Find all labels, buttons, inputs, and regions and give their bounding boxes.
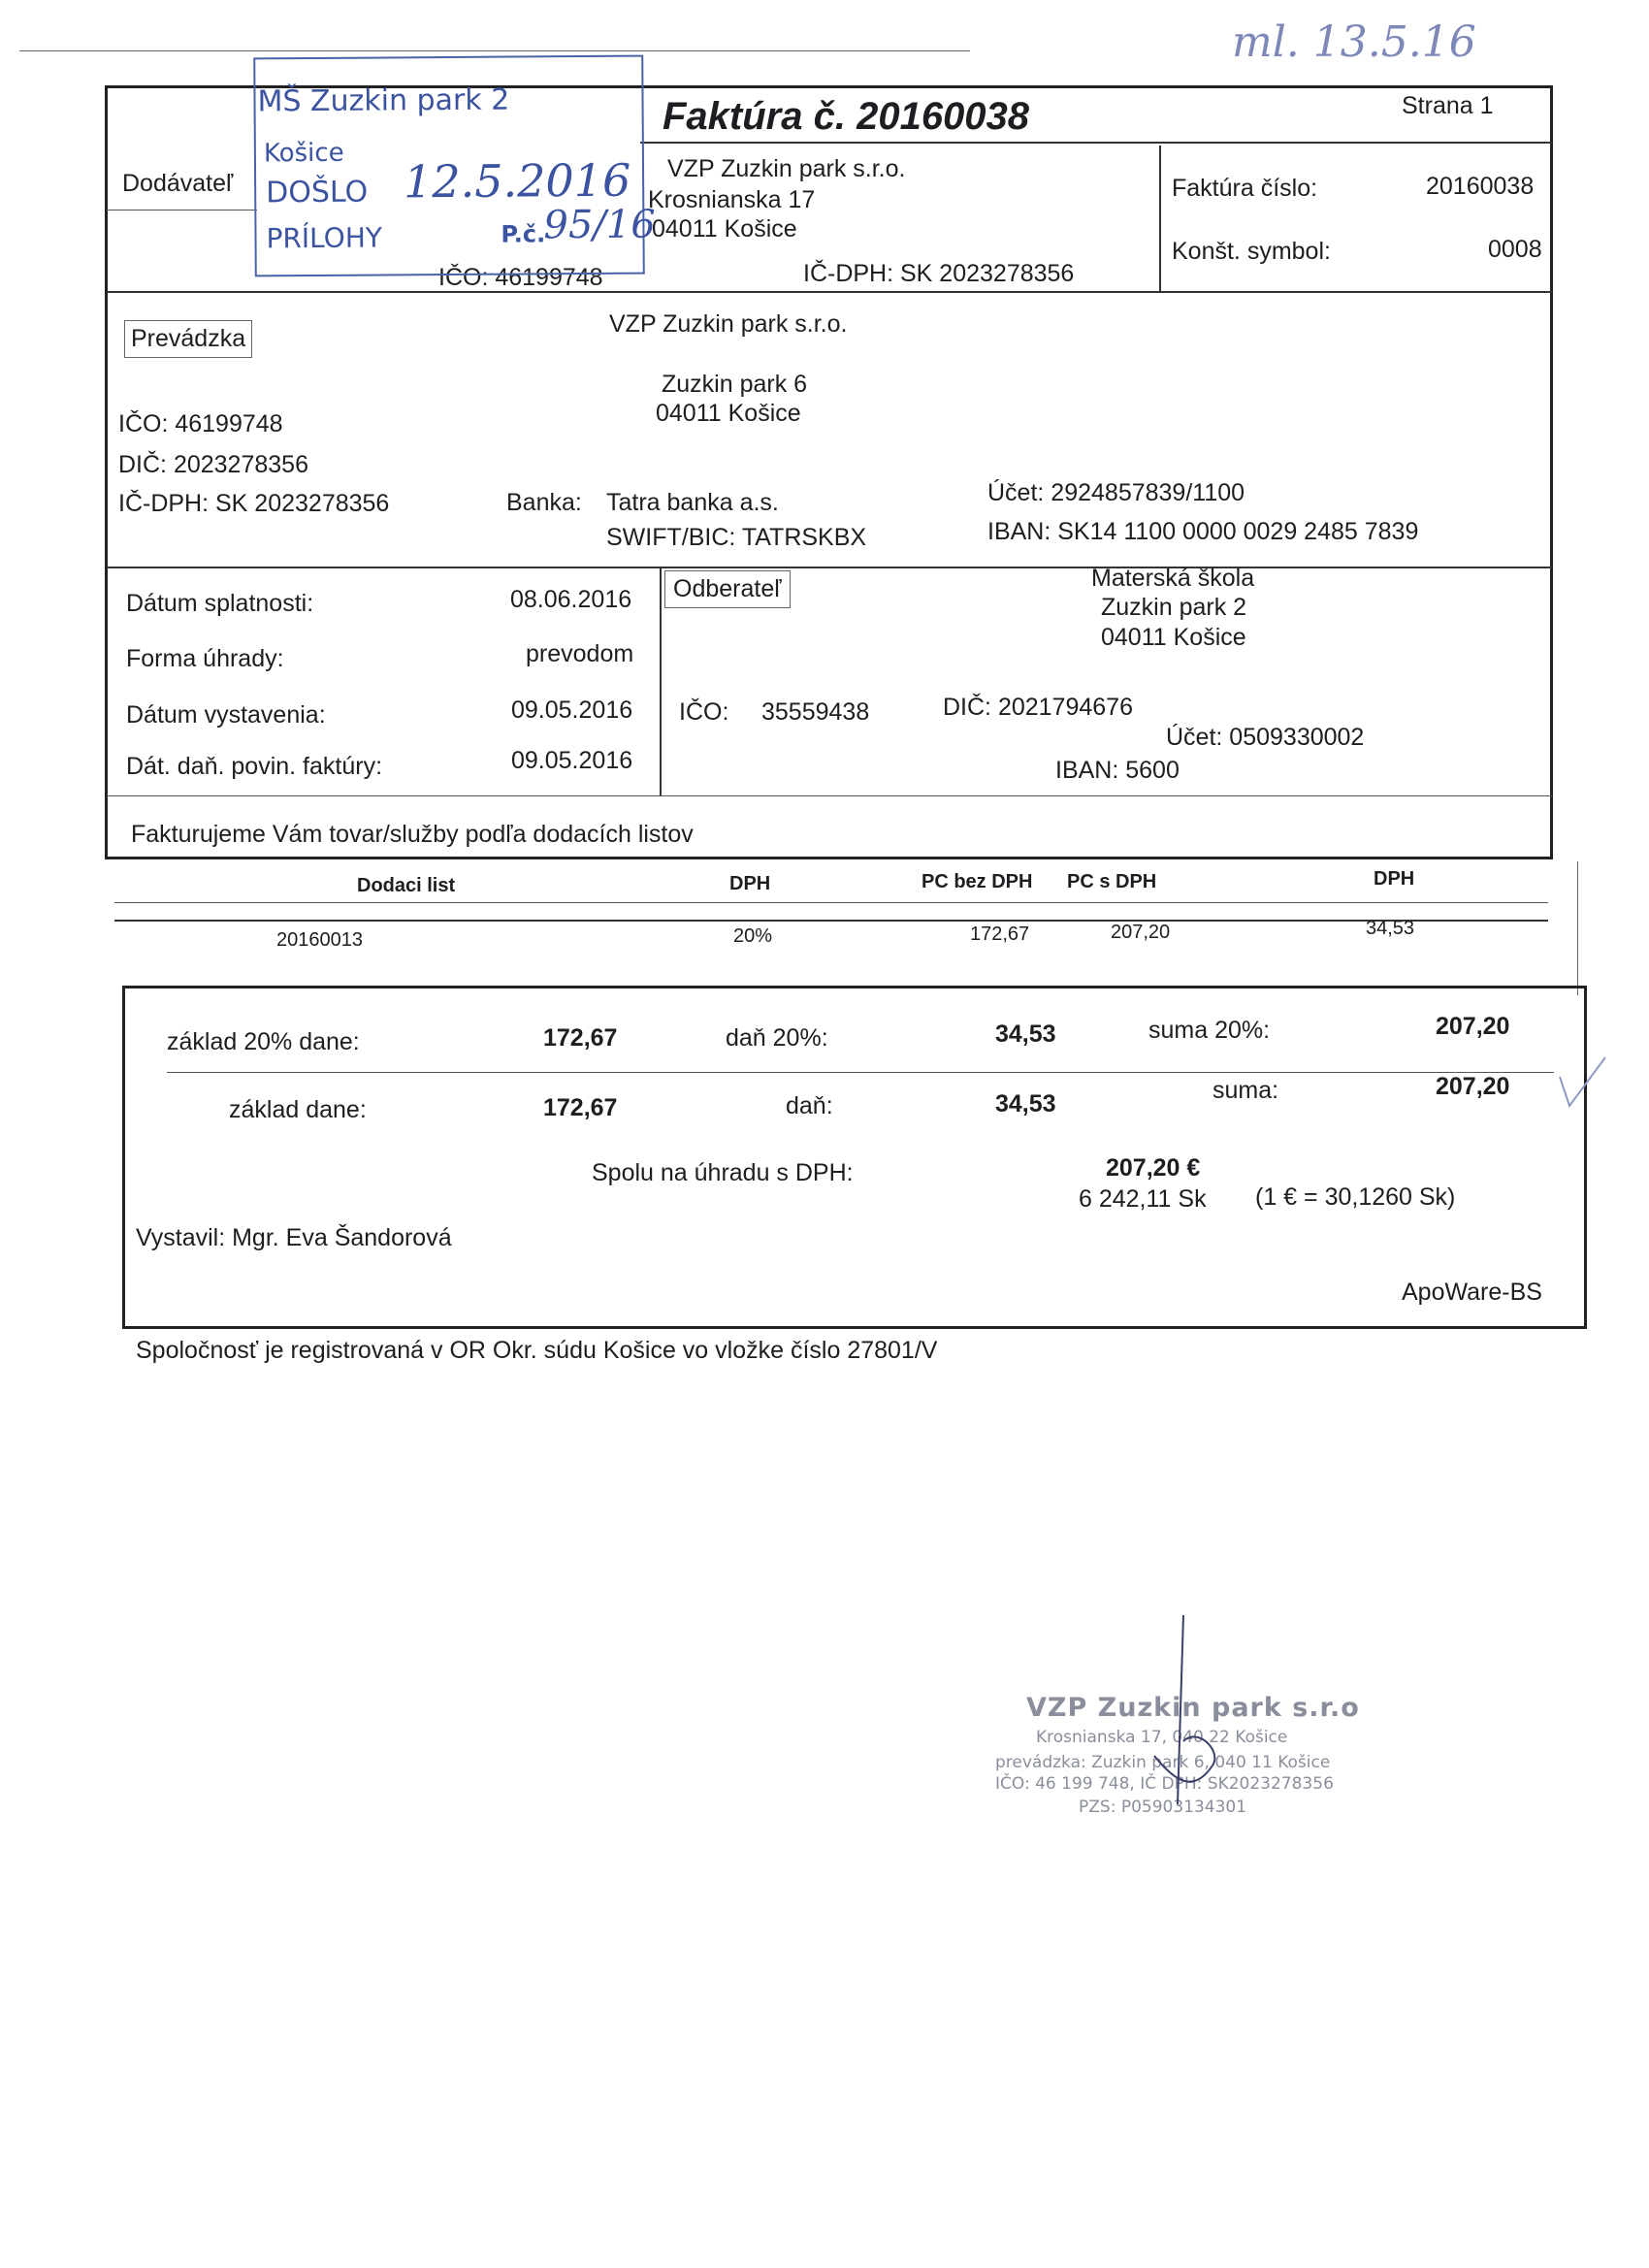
- divider: [660, 568, 662, 795]
- sum-value: 207,20: [1436, 1073, 1510, 1100]
- signature: [1116, 1610, 1251, 1833]
- handwritten-date: ml. 13.5.16: [1232, 17, 1476, 67]
- customer-iban: IBAN: 5600: [1055, 757, 1180, 784]
- sum-label: suma:: [1212, 1077, 1279, 1104]
- divider: [1159, 146, 1161, 291]
- divider: [114, 920, 1548, 922]
- customer-street: Zuzkin park 2: [1101, 594, 1247, 621]
- premises-name: VZP Zuzkin park s.r.o.: [609, 310, 848, 338]
- company-stamp-line4: IČO: 46 199 748, IČ DPH: SK2023278356: [995, 1774, 1334, 1794]
- premises-ico: IČO: 46199748: [118, 410, 283, 437]
- tax-value: 34,53: [995, 1090, 1056, 1118]
- supplier-icdph: IČ-DPH: SK 2023278356: [803, 260, 1075, 287]
- divider: [107, 567, 1552, 568]
- software-name: ApoWare-BS: [1402, 1279, 1542, 1306]
- supplier-label: Dodávateľ: [122, 170, 234, 197]
- due-date-value: 08.06.2016: [510, 586, 632, 613]
- customer-ico-value: 35559438: [761, 698, 870, 726]
- tax-label: daň:: [786, 1092, 833, 1119]
- due-date-label: Dátum splatnosti:: [126, 590, 314, 617]
- total-label: Spolu na úhradu s DPH:: [592, 1159, 854, 1186]
- tax-date-value: 09.05.2016: [511, 747, 633, 774]
- page-number: Strana 1: [1402, 92, 1494, 119]
- item-delivery-note: 20160013: [276, 929, 363, 951]
- premises-icdph: IČ-DPH: SK 2023278356: [118, 490, 390, 517]
- premises-city: 04011 Košice: [656, 400, 801, 427]
- divider: [107, 210, 257, 211]
- total-sk: 6 242,11 Sk: [1079, 1185, 1207, 1213]
- issue-date-value: 09.05.2016: [511, 697, 633, 724]
- scan-edge-line: [19, 50, 970, 51]
- supplier-ico: IČO: 46199748: [438, 264, 603, 291]
- supplier-name: VZP Zuzkin park s.r.o.: [667, 155, 906, 182]
- col-header-price-incl-vat: PC s DPH: [1067, 871, 1157, 892]
- customer-account: Účet: 0509330002: [1166, 724, 1365, 751]
- constant-symbol-label: Konšt. symbol:: [1172, 238, 1331, 265]
- invoice-title: Faktúra č. 20160038: [663, 95, 1030, 138]
- issue-date-label: Dátum vystavenia:: [126, 701, 326, 729]
- stamp-received-label: DOŠLO: [266, 175, 369, 211]
- tax-date-label: Dát. daň. povin. faktúry:: [126, 753, 383, 780]
- divider: [640, 142, 1552, 144]
- item-vat-rate: 20%: [733, 925, 773, 947]
- intro-text: Fakturujeme Vám tovar/služby podľa dodacích listov: [131, 821, 694, 848]
- base-value: 172,67: [543, 1094, 618, 1121]
- company-stamp-line1: VZP Zuzkin park s.r.o: [1026, 1693, 1360, 1723]
- registration-note: Spoločnosť je registrovaná v OR Okr. súdu Košice vo vložke číslo 27801/V: [136, 1337, 938, 1364]
- constant-symbol-value: 0008: [1488, 236, 1542, 263]
- company-stamp-line3: prevádzka: Zuzkin park 6, 040 11 Košice: [995, 1753, 1331, 1772]
- col-header-price-excl-vat: PC bez DPH: [922, 871, 1033, 892]
- invoice-number-value: 20160038: [1426, 173, 1535, 200]
- payment-method-label: Forma úhrady:: [126, 645, 284, 672]
- col-header-vat-rate: DPH: [729, 873, 771, 894]
- divider: [114, 902, 1548, 903]
- divider: [1577, 861, 1578, 995]
- base-label: základ dane:: [229, 1096, 367, 1123]
- sum20-value: 207,20: [1436, 1013, 1510, 1040]
- premises-label: Prevádzka: [124, 320, 252, 358]
- divider: [167, 1072, 1554, 1073]
- base20-label: základ 20% dane:: [167, 1028, 360, 1055]
- bank-label: Banka:: [506, 489, 582, 516]
- issued-by: Vystavil: Mgr. Eva Šandorová: [136, 1224, 452, 1251]
- total-eur: 207,20 €: [1106, 1154, 1201, 1182]
- company-stamp-line5: PZS: P05903134301: [1079, 1798, 1247, 1817]
- sum20-label: suma 20%:: [1148, 1017, 1271, 1044]
- supplier-account: Účet: 2924857839/1100: [987, 479, 1245, 506]
- premises-street: Zuzkin park 6: [662, 371, 808, 398]
- stamp-line2: Košice: [263, 138, 344, 169]
- divider: [107, 291, 1552, 293]
- tax20-label: daň 20%:: [726, 1024, 828, 1052]
- premises-dic: DIČ: 2023278356: [118, 451, 308, 478]
- swift-code: SWIFT/BIC: TATRSKBX: [606, 524, 867, 551]
- stamp-line1: MŠ Zuzkin park 2: [257, 82, 510, 119]
- payment-method-value: prevodom: [526, 640, 634, 667]
- base20-value: 172,67: [543, 1024, 618, 1052]
- item-vat: 34,53: [1366, 918, 1415, 939]
- customer-ico-label: IČO:: [679, 698, 729, 726]
- company-stamp-line2: Krosnianska 17, 040 22 Košice: [1036, 1728, 1288, 1747]
- supplier-street: Krosnianska 17: [648, 186, 816, 213]
- customer-dic: DIČ: 2021794676: [943, 694, 1133, 721]
- item-price-incl-vat: 207,20: [1111, 922, 1171, 943]
- supplier-iban: IBAN: SK14 1100 0000 0029 2485 7839: [987, 518, 1419, 545]
- col-header-vat: DPH: [1374, 868, 1415, 890]
- divider: [107, 795, 1552, 796]
- exchange-rate: (1 € = 30,1260 Sk): [1255, 1183, 1456, 1211]
- tax20-value: 34,53: [995, 1021, 1056, 1048]
- checkmark-icon: [1552, 1053, 1610, 1111]
- stamp-reg-label: P.č.: [501, 220, 546, 248]
- stamp-received-date: 12.5.2016: [403, 153, 631, 209]
- stamp-reg-number: 95/16: [543, 202, 656, 248]
- customer-label: Odberateľ: [664, 570, 791, 608]
- stamp-attachments-label: PRÍLOHY: [266, 221, 383, 255]
- invoice-number-label: Faktúra číslo:: [1172, 175, 1318, 202]
- customer-name: Materská škola: [1091, 565, 1255, 592]
- item-price-excl-vat: 172,67: [970, 923, 1030, 945]
- bank-value: Tatra banka a.s.: [606, 489, 779, 516]
- received-stamp: [253, 55, 656, 277]
- col-header-delivery-note: Dodaci list: [357, 875, 456, 896]
- supplier-city: 04011 Košice: [652, 215, 797, 243]
- customer-city: 04011 Košice: [1101, 624, 1246, 651]
